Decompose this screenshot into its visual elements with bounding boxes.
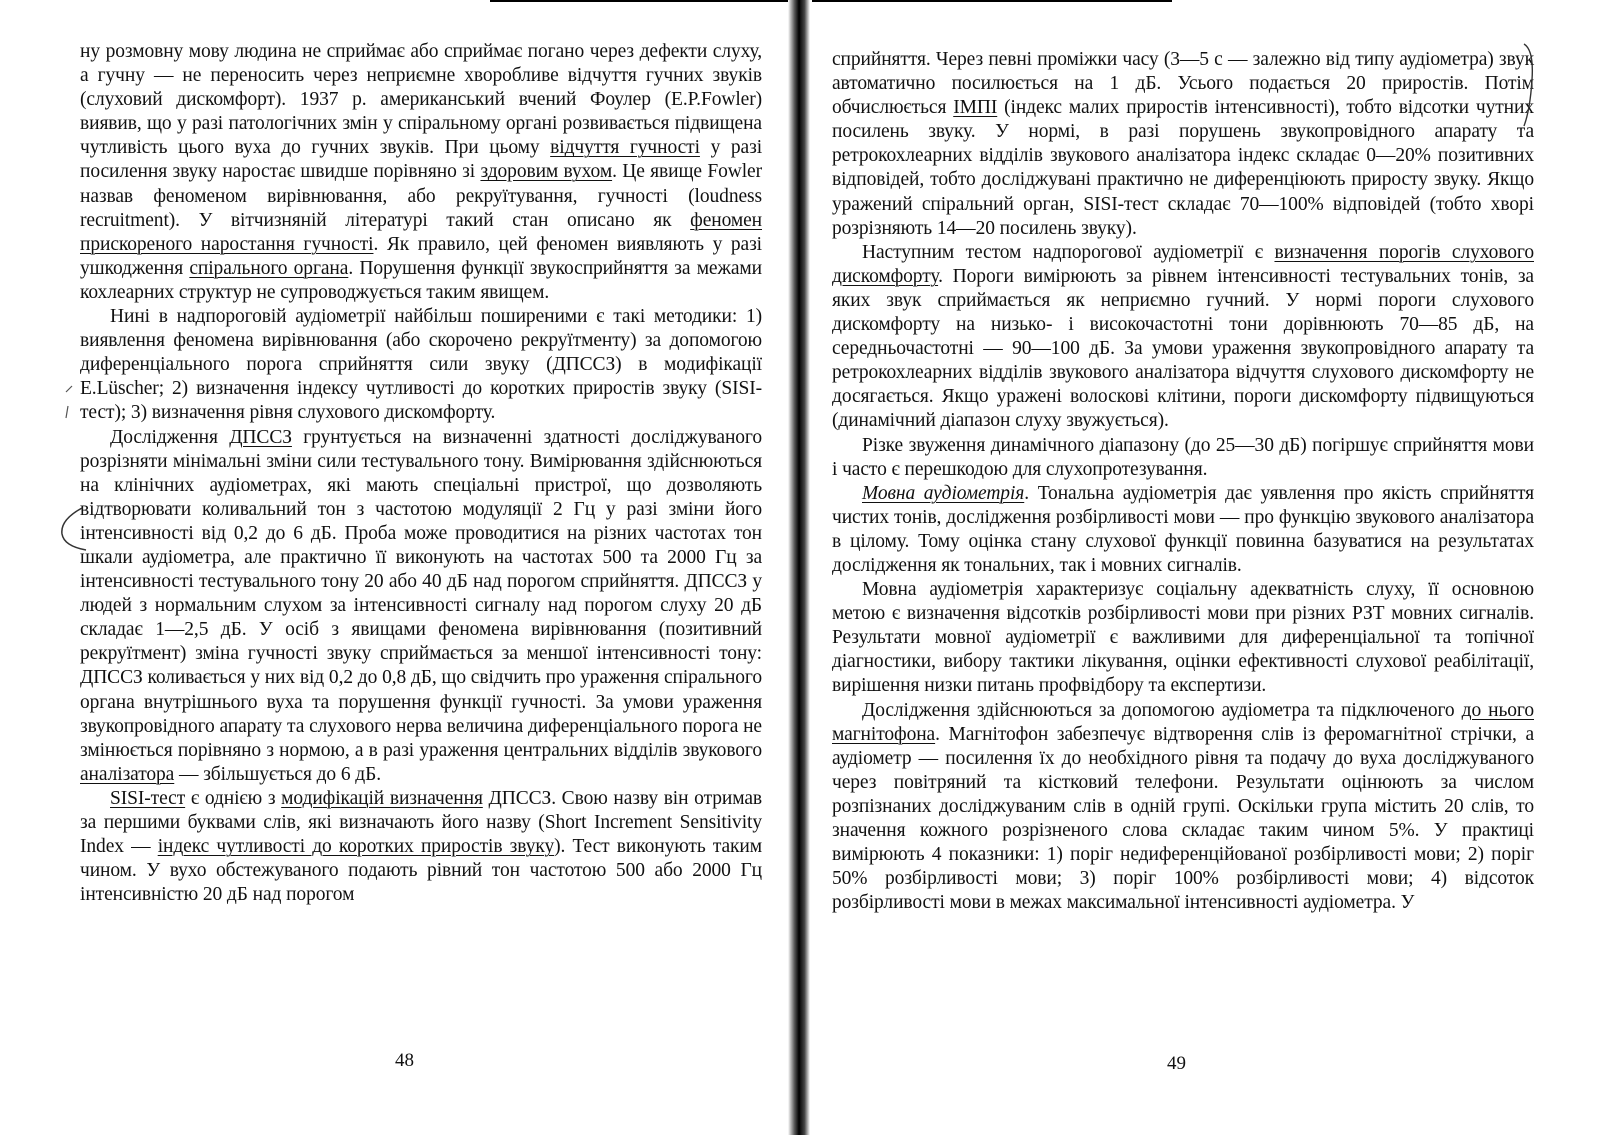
underlined-phrase: аналізатора: [80, 763, 175, 785]
page-number-right: 49: [1167, 1053, 1186, 1074]
left-paragraph-3: Дослідження ДПССЗ грунтується на визначенні здатності досліджуваного розрізняти мінімальні зміни сили тестувального тону. Вимірювання здійснюються на клінічних аудіометрах, які мають спеціальні пристрої, що дозволяють відтворювати коливальний тон з частотою модуляції 2 Гц у разі зміни його інтенсивності від 0,2 до 6 дБ. Проба може проводитися на різних частотах тон шкали аудіометра, але практично її виконують на частотах 500 та 2000 Гц за інтенсивності тестувального тону 20 або 40 дБ над порогом сприйняття. ДПССЗ у людей з нормальним слухом за інтенсивності сигналу над порогом слуху 20 дБ складає 1—2,5 дБ. У осіб з явищами феномена вирівнювання (позитивний рекруїтмент) зміна гучності звуку сприймається за меншої інтенсивності тону: ДПССЗ коливається у них від 0,2 до 0,8 дБ, що свідчить про ураження спірального органа внутрішнього вуха та порушення функції гучності. За умови ураження звукопровідного апарату та слухового нерва величина диференціального порога не змінюється порівняно з нормою, а в разі ураження центральних відділів звукового аналізатора — збільшується до 6 дБ.: [80, 426, 762, 785]
right-paragraph-1: сприйняття. Через певні проміжки часу (3—5 с — залежно від типу аудіометра) звук автоматично посилюється на 1 дБ. Усього подається 20 приростів. Потім обчислюється ІМПІ (індекс малих приростів інтенсивності), тобто відсотки чутних посилень звуку. У нормі, в разі порушень звукопровідного апарату та ретрокохлеарних відділів звукового аналізатора індекс складає 0—20% позитивних відповідей, тобто досліджувані практично не диференціюють приросту звуку. Якщо уражений спіральний орган, SISI-тест складає 70—100% відповідей (тобто хворі розрізняють 14—20 посилень звуку).: [832, 49, 1534, 239]
right-paragraph-2: Наступним тестом надпорогової аудіометрії є визначення порогів слухового дискомфорту. Пороги вимірюють за рівнем інтенсивності тестувальних тонів, за яких звук сприймається як неприємно гучний. У нормі пороги слухового дискомфорту на низько- і високочастотні тони дорівнюють 70—85 дБ, на середньочастотні — 90—100 дБ. За умови ураження звукопровідного апарату та ретрокохлеарних відділів звукового аналізатора відчуття слухового дискомфорту не досягається. Якщо уражені волоскові клітини, пороги дискомфорту підвищуються (динамічний діапазон слуху звужується).: [832, 241, 1534, 432]
right-paragraph-4: Мовна аудіометрія. Тональна аудіометрія дає уявлення про якість сприйняття чистих тонів, дослідження розбірливості мови — про функцію звукового аналізатора в цілому. Тому оцінка стану слухової функції повинна базуватися на результатах дослідження як тональних, так і мовних сигналів.: [832, 482, 1534, 576]
left-paragraph-2: Нині в надпороговій аудіометрії найбільш поширеними є такі методики: 1) виявлення феномена вирівнювання (або скорочено рекруїтменту) за допомогою диференціального порога сприйняття сили звуку (ДПССЗ) в модифікації E.Lüscher; 2) визначення індексу чутливості до коротких приростів звуку (SISI-тест); 3) визначення рівня слухового дискомфорту.: [80, 306, 762, 424]
underlined-phrase: модифікацій визначення: [281, 787, 483, 809]
underlined-phrase: індекс чутливості до коротких приростів звуку: [157, 836, 555, 858]
left-paragraph-1: ну розмовну мову людина не сприймає або сприймає погано через дефекти слуху, а гучну — не переносить через неприємне хворобливе відчуття гучних звуків (слуховий дискомфорт). 1937 р. американський вчений Фоулер (E.P.Fowler) виявив, що у разі патологічних змін у спіральному органі розвивається підвищена чутливість цього вуха до гучних звуків. При цьому відчуття гучності у разі посилення звуку наростає швидше порівняно зі здоровим вухом. Це явище Fowler назвав феноменом вирівнювання, або рекруїтування, гучності (loudness recruitment). У вітчизняній літературі такий стан описано як феномен прискореного наростання гучності. Як правило, цей феномен виявляють у разі ушкодження спірального органа. Порушення функції звукосприйняття за межами кохлеарних структур не супроводжується таким явищем.: [80, 41, 763, 303]
page-left-text: [80, 40, 762, 907]
underlined-phrase: феномен прискореного наростання гучності: [80, 209, 762, 255]
underlined-phrase: ІМПІ: [953, 97, 998, 119]
section-heading-underlined: Мовна аудіометрія: [862, 482, 1025, 504]
page-left: [0, 0, 790, 1135]
page-right: [812, 0, 1600, 1135]
right-paragraph-6: Дослідження здійснюються за допомогою аудіометра та підключеного до нього магнітофона. Магнітофон забезпечує відтворення слів із феромагнітної стрічки, а аудіометр — посилення їх до необхідного рівня та подачу до вуха досліджуваного через повітряний та кістковий телефони. Результати оцінюють за числом розпізнаних досліджуваним слів в одній групі. Оскільки група містить 20 слів, то значення кожного розрізненого слова складає таким чином 5%. У практиці вимірюють 4 показники: 1) поріг недиференційованої розбірливості мови; 2) поріг 50% розбірливості мови; 3) поріг 100% розбірливості мови; 4) відсоток розбірливості мови в межах максимальної інтенсивності аудіометра. У: [832, 699, 1534, 914]
underlined-phrase: визначення порогів слухового дискомфорту: [832, 241, 1534, 287]
pencil-bracket-mark: [1520, 40, 1540, 130]
pencil-tick-mark: [58, 382, 78, 422]
page-number-left: 48: [395, 1050, 414, 1071]
underlined-phrase: до нього магнітофона: [832, 699, 1534, 745]
underlined-phrase: відчуття гучності: [550, 137, 700, 159]
page-right-text: [832, 48, 1534, 915]
underlined-phrase: здоровим вухом: [480, 161, 613, 183]
left-paragraph-4: SISI-тест є однією з модифікацій визначення ДПССЗ. Свою назву він отримав за першими буквами слів, які визначають його назву (Short Increment Sensitivity Index — індекс чутливості до коротких приростів звуку). Тест виконують таким чином. У вухо обстежуваного подають рівний тон частотою 500 або 2000 Гц інтенсивністю 20 дБ над порогом: [80, 787, 763, 906]
pencil-bracket-mark: [52, 500, 92, 560]
underlined-phrase: ДПССЗ: [229, 426, 292, 448]
right-paragraph-5: Мовна аудіометрія характеризує соціальну адекватність слуху, її основною метою є визначення відсотків розбірливості мови при різних РЗТ мовних сигналів. Результати мовної аудіометрії є важливими для диференціальної та топічної діагностики, вибору тактики лікування, оцінки ефективності слухової реабілітації, вирішення низки питань профвідбору та експертизи.: [832, 579, 1534, 697]
underlined-phrase: SISI-тест: [110, 787, 186, 809]
underlined-phrase: спірального органа: [189, 257, 349, 279]
book-gutter: [788, 0, 810, 1135]
right-paragraph-3: Різке звуження динамічного діапазону (до 25—30 дБ) погіршує сприйняття мови і часто є перешкодою для слухопротезування.: [832, 434, 1534, 480]
